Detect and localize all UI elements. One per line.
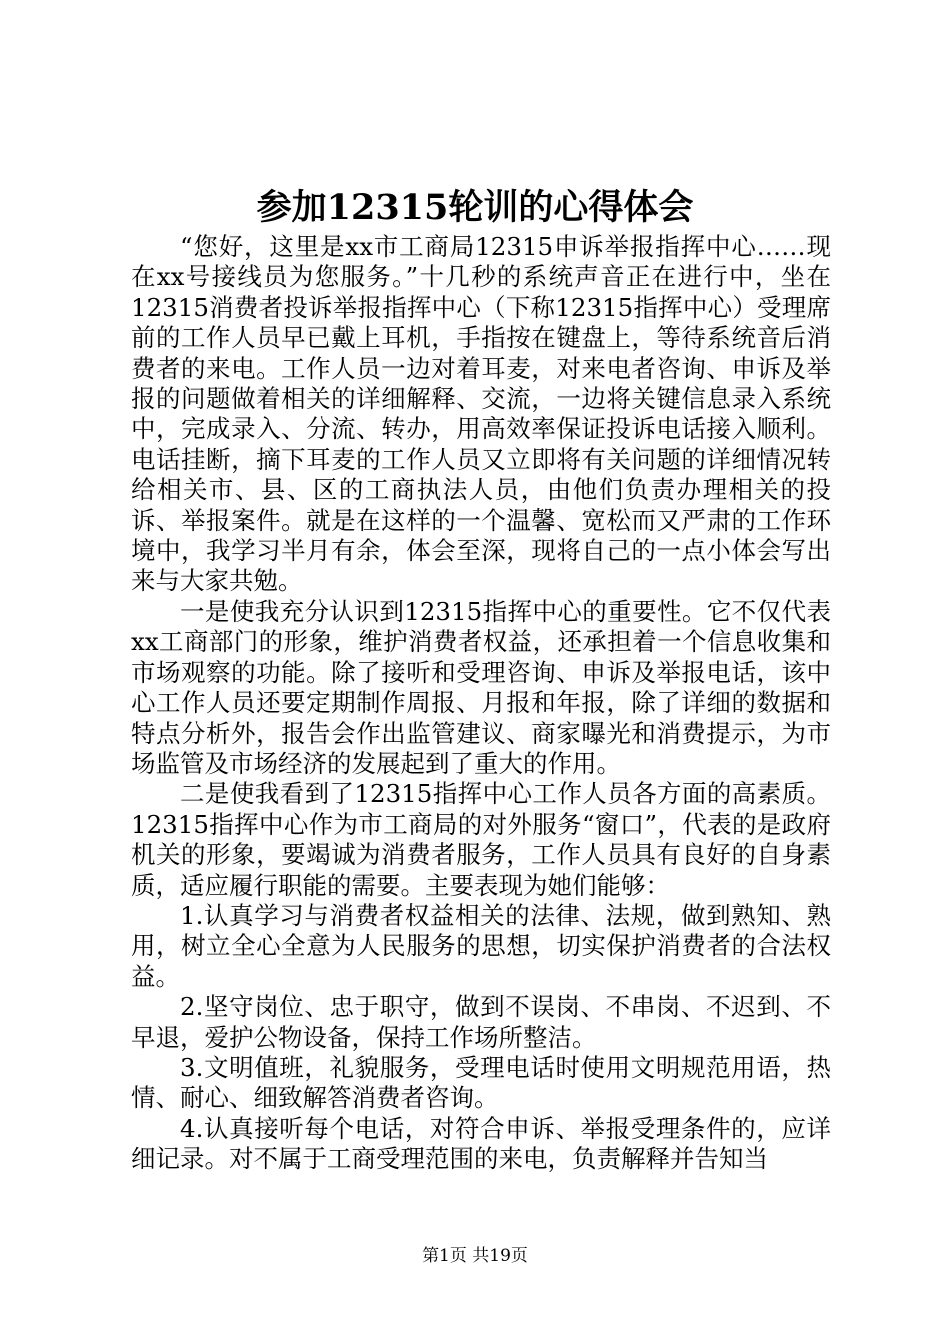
list-item-3: 3.文明值班，礼貌服务，受理电话时使用文明规范用语，热情、耐心、细致解答消费者咨询。 — [131, 1052, 831, 1113]
paragraph-point-one: 一是使我充分认识到12315指挥中心的重要性。它不仅代表xx工商部门的形象，维护消费者权益，还承担着一个信息收集和市场观察的功能。除了接听和受理咨询、申诉及举报电话，该中心工作人员还要定期制作周报、月报和年报，除了详细的数据和特点分析外，报告会作出监管建议、商家曝光和消费提示，为市场监管及市场经济的发展起到了重大的作用。 — [131, 596, 831, 778]
document-body — [131, 232, 831, 1175]
list-item-1: 1.认真学习与消费者权益相关的法律、法规，做到熟知、熟用，树立全心全意为人民服务的思想，切实保护消费者的合法权益。 — [131, 900, 831, 991]
paragraph-intro: “您好，这里是xx市工商局12315申诉举报指挥中心……现在xx号接线员为您服务。”十几秒的系统声音正在进行中，坐在12315消费者投诉举报指挥中心（下称12315指挥中心）受理席前的工作人员早已戴上耳机，手指按在键盘上，等待系统音后消费者的来电。工作人员一边对着耳麦，对来电者咨询、申诉及举报的问题做着相关的详细解释、交流，一边将关键信息录入系统中，完成录入、分流、转办，用高效率保证投诉电话接入顺利。电话挂断，摘下耳麦的工作人员又立即将有关问题的详细情况转给相关市、县、区的工商执法人员，由他们负责办理相关的投诉、举报案件。就是在这样的一个温馨、宽松而又严肃的工作环境中，我学习半月有余，体会至深，现将自己的一点小体会写出来与大家共勉。 — [131, 232, 831, 596]
document-title: 参加12315轮训的心得体会 — [256, 187, 694, 228]
list-item-2: 2.坚守岗位、忠于职守，做到不误岗、不串岗、不迟到、不早退，爱护公物设备，保持工作场所整洁。 — [131, 992, 831, 1052]
page-footer: 第1页 共19页 — [422, 1246, 528, 1266]
paragraph-point-two: 二是使我看到了12315指挥中心工作人员各方面的高素质。12315指挥中心作为市工商局的对外服务“窗口”，代表的是政府机关的形象，要竭诚为消费者服务，工作人员具有良好的自身素质，适应履行职能的需要。主要表现为她们能够： — [131, 779, 831, 900]
list-item-4: 4.认真接听每个电话，对符合申诉、举报受理条件的，应详细记录。对不属于工商受理范围的来电，负责解释并告知当 — [131, 1113, 831, 1174]
